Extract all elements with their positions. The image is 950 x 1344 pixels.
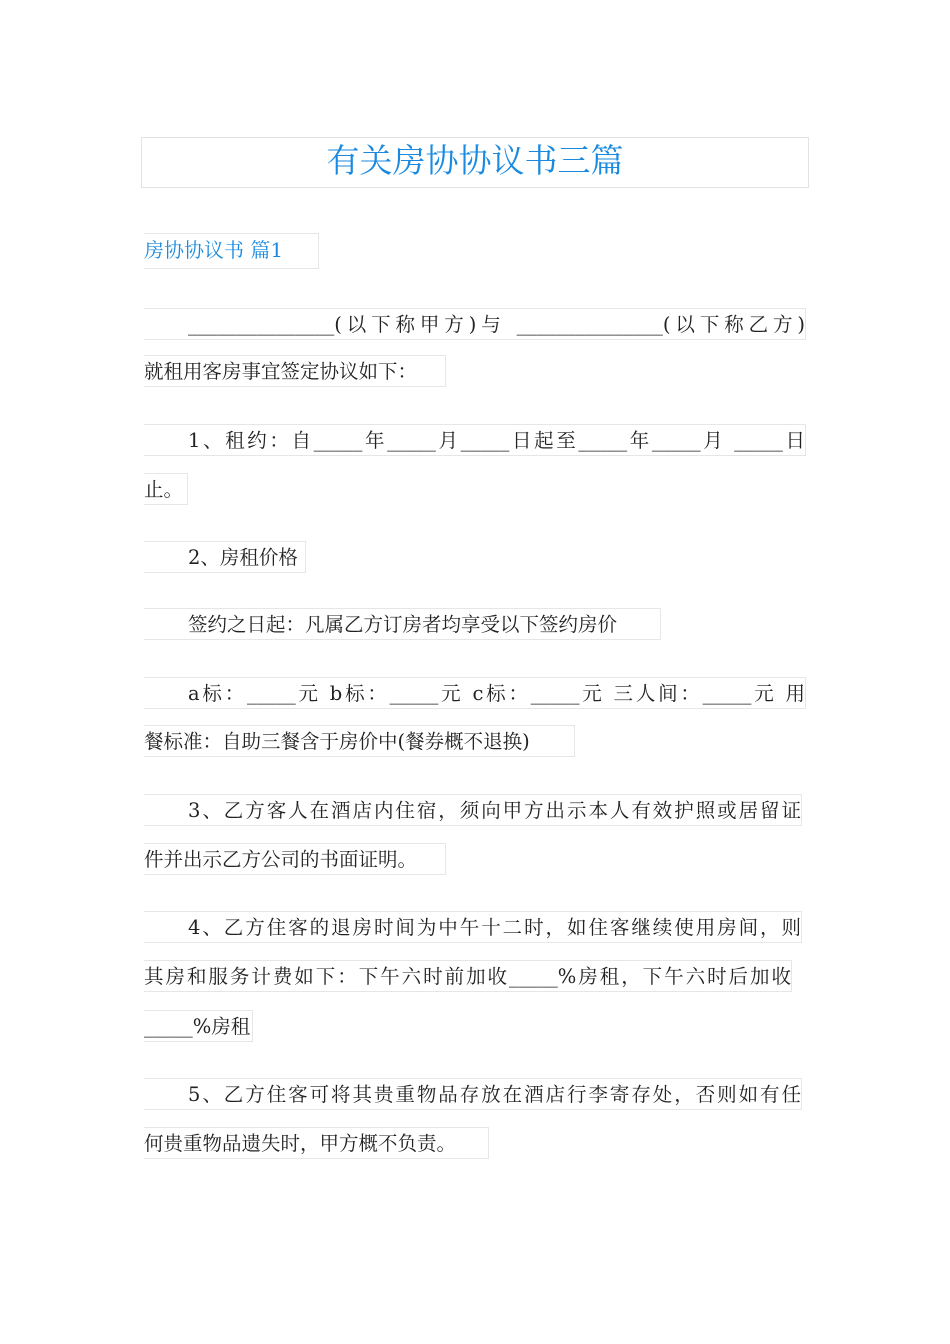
paragraph-line: 其房和服务计费如下：下午六时前加收_____%房租，下午六时后加收 (144, 960, 792, 992)
section-heading: 房协协议书 篇1 (144, 233, 319, 269)
paragraph-line: 4、乙方住客的退房时间为中午十二时，如住客继续使用房间，则 (144, 911, 802, 943)
document-title: 有关房协协议书三篇 (141, 137, 809, 188)
paragraph-line: 何贵重物品遗失时，甲方概不负责。 (144, 1127, 489, 1159)
paragraph-line: 2、房租价格 (144, 541, 306, 573)
paragraph-line: 止。 (144, 473, 188, 505)
paragraph-line: 就租用客房事宜签定协议如下： (144, 355, 446, 387)
paragraph-line: 3、乙方客人在酒店内住宿，须向甲方出示本人有效护照或居留证 (144, 794, 802, 826)
paragraph-line: 件并出示乙方公司的书面证明。 (144, 843, 446, 875)
paragraph-line: 餐标准：自助三餐含于房价中(餐券概不退换) (144, 725, 575, 757)
paragraph-line: 5、乙方住客可将其贵重物品存放在酒店行李寄存处，否则如有任 (144, 1078, 802, 1110)
paragraph-line: a标：_____元 b标：_____元 c标：_____元 三人间：_____元 用 (144, 677, 806, 709)
paragraph-line: _____%房租 (144, 1010, 253, 1042)
paragraph-line: 签约之日起：凡属乙方订房者均享受以下签约房价 (144, 608, 661, 640)
paragraph-line: _______________(以下称甲方)与 _______________(以下称乙方) (144, 308, 806, 340)
paragraph-line: 1、租约：自_____年_____月_____日起至_____年_____月 _____日 (144, 424, 806, 456)
